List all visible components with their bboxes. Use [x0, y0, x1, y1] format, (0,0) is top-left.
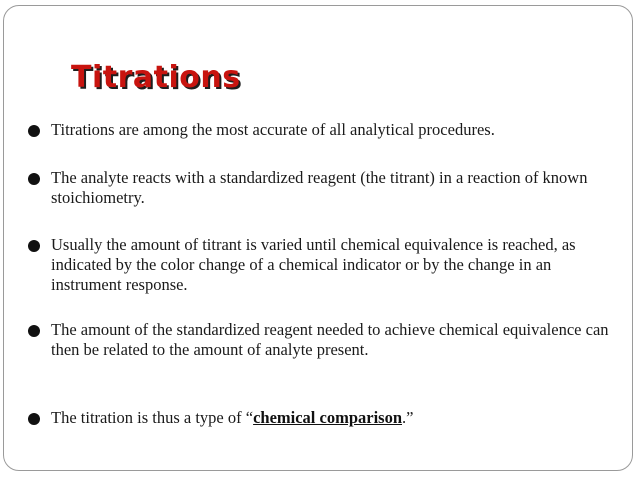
bullet-item	[28, 320, 618, 360]
slide-frame	[3, 5, 633, 471]
bullet-text-comparison	[51, 408, 618, 428]
chemical-comparison-emphasis: chemical comparison	[253, 408, 403, 427]
bullet-dot-icon	[28, 125, 40, 137]
bullet-item	[28, 120, 618, 140]
comparison-suffix: .”	[402, 408, 414, 427]
bullet-dot-icon	[28, 173, 40, 185]
bullet-dot-icon	[28, 413, 40, 425]
bullet-text: Usually the amount of titrant is varied until chemical equivalence is reached, as indicated by the color change of a chemical indicator or by the change in an instrument response.	[51, 235, 576, 294]
bullet-text: The analyte reacts with a standardized reagent (the titrant) in a reaction of known stoichiometry.	[51, 168, 588, 207]
bullet-text: Titrations are among the most accurate of all analytical procedures.	[51, 120, 495, 139]
bullet-item	[28, 168, 618, 208]
bullet-text: The amount of the standardized reagent needed to achieve chemical equivalence can then be related to the amount of analyte present.	[51, 320, 609, 359]
bullet-item	[28, 408, 618, 428]
bullet-dot-icon	[28, 240, 40, 252]
bullet-dot-icon	[28, 325, 40, 337]
bullet-item	[28, 235, 618, 295]
slide-title: Titrations	[71, 60, 241, 95]
comparison-prefix: The titration is thus a type of “	[51, 408, 254, 427]
